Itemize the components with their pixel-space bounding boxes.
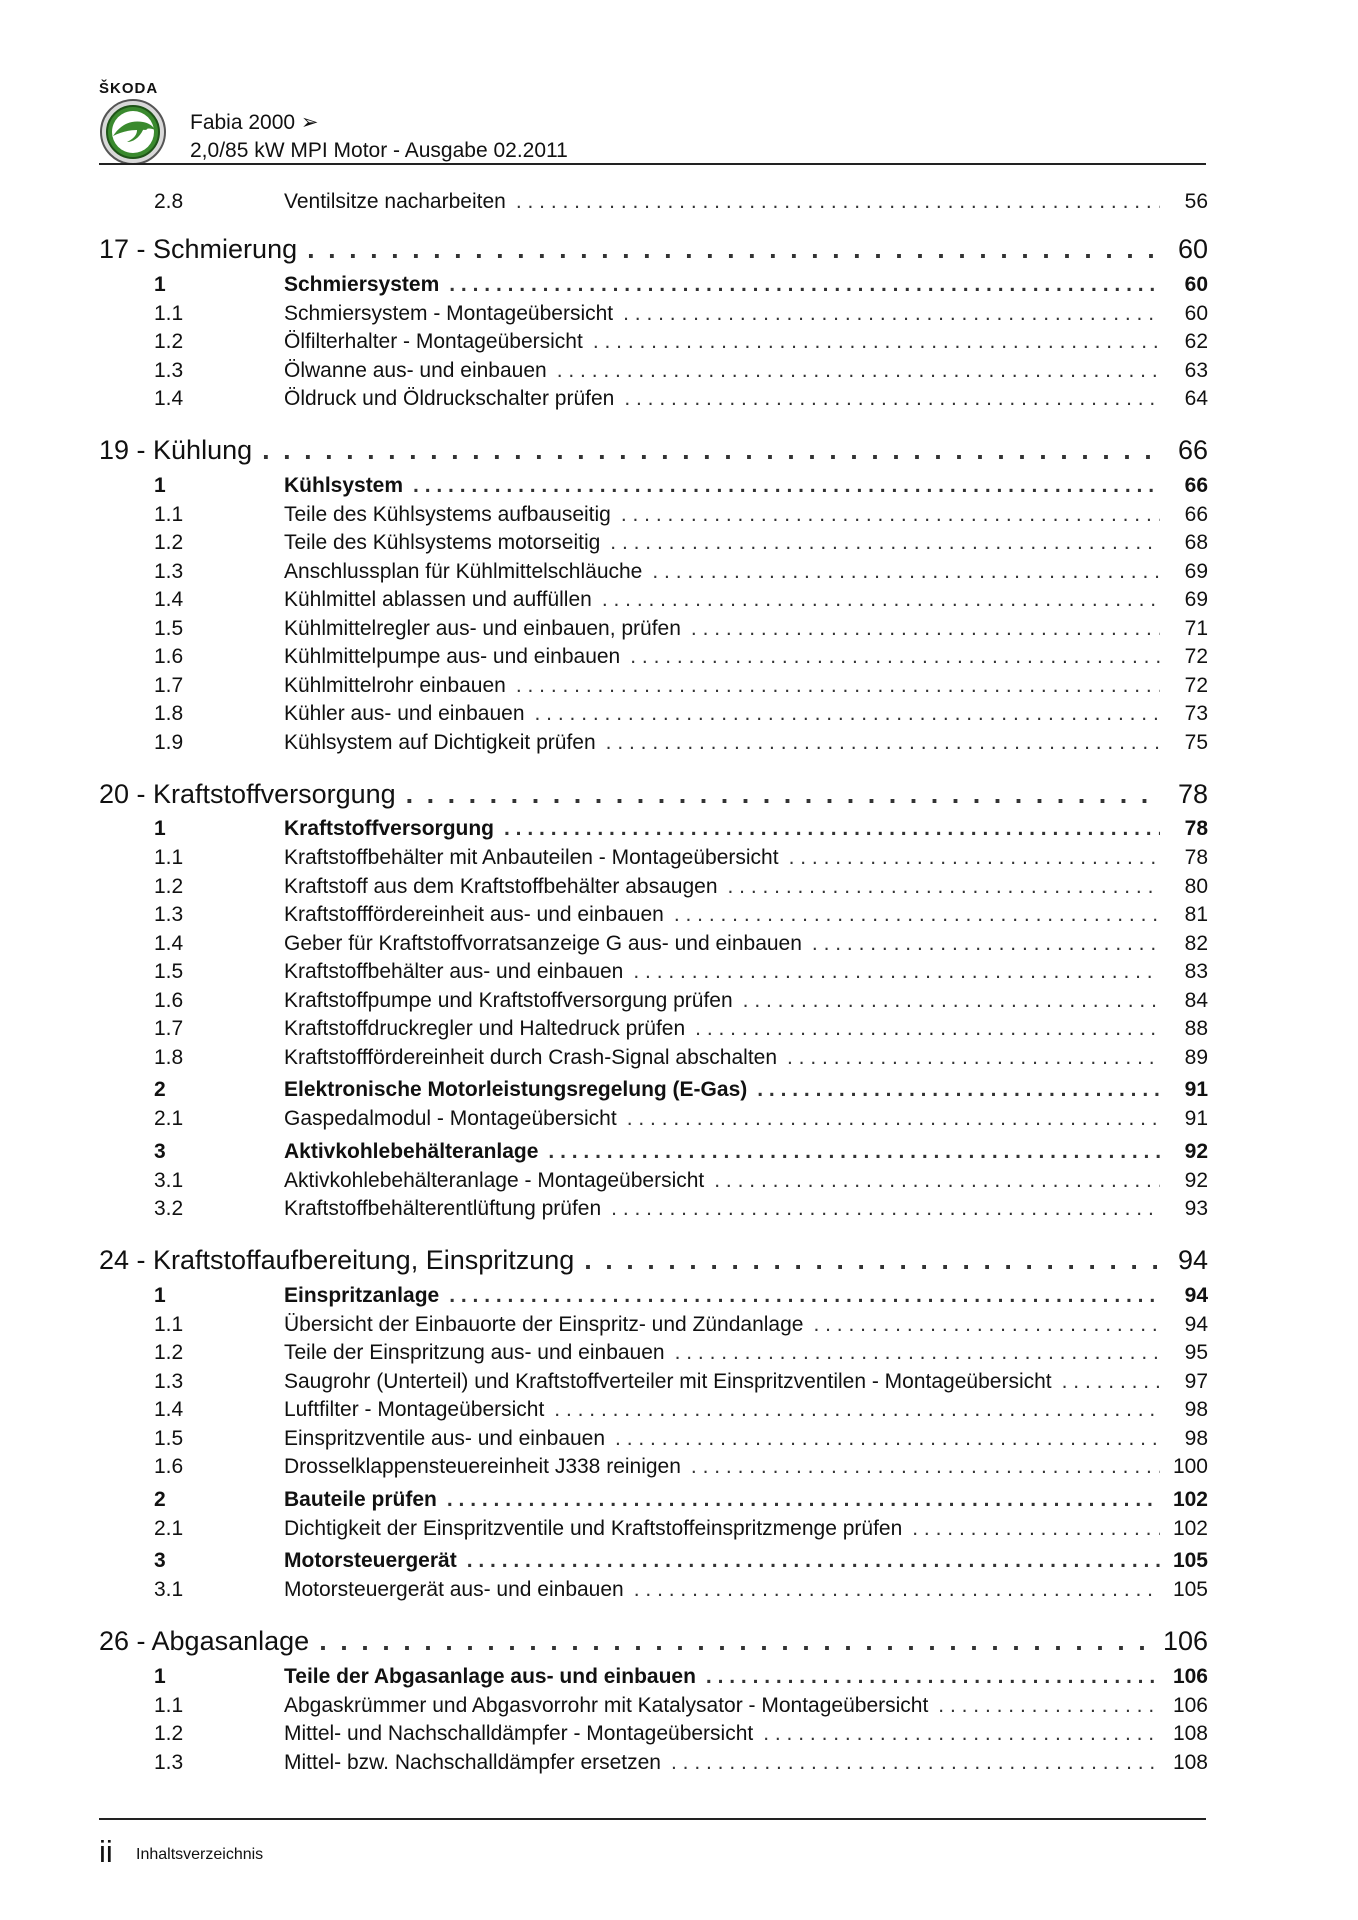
toc-page-number: 56 xyxy=(1184,190,1208,213)
toc-entry[interactable] xyxy=(99,1578,1208,1607)
toc-entry[interactable] xyxy=(99,1341,1208,1370)
dot-leader xyxy=(938,1694,1160,1718)
toc-page-number: 94 xyxy=(1184,1283,1208,1307)
toc-page-number: 81 xyxy=(1184,903,1208,926)
toc-page-number: 66 xyxy=(1177,435,1208,465)
toc-entry-title: Ölwanne aus- und einbauen xyxy=(284,358,547,382)
dot-leader xyxy=(262,435,1160,466)
dot-leader xyxy=(728,875,1161,899)
toc-page-number: 91 xyxy=(1184,1078,1208,1101)
dot-leader xyxy=(633,960,1160,984)
toc-entry-number: 1.1 xyxy=(154,1693,184,1717)
toc-section[interactable] xyxy=(99,474,1208,503)
dot-leader xyxy=(691,1455,1160,1479)
toc-entry-title: Kraftstoffpumpe und Kraftstoffversorgung prüfen xyxy=(284,988,733,1012)
toc-entry-number: 1.6 xyxy=(154,988,184,1012)
dot-leader xyxy=(606,731,1160,755)
dot-leader xyxy=(535,702,1160,726)
toc-entry-number: 1.2 xyxy=(154,874,184,898)
toc-entry-number: 1.8 xyxy=(154,1045,184,1069)
dot-leader xyxy=(467,1549,1160,1573)
dot-leader xyxy=(634,1578,1160,1602)
toc-page-number: 82 xyxy=(1184,931,1208,955)
toc-page-number: 72 xyxy=(1184,673,1208,697)
toc-entry[interactable] xyxy=(99,617,1208,646)
toc-entry[interactable] xyxy=(99,588,1208,617)
toc-entry-title: Anschlussplan für Kühlmittelschläuche xyxy=(284,559,643,583)
toc-entry[interactable] xyxy=(99,1398,1208,1427)
dot-leader xyxy=(554,1398,1160,1422)
toc-entry-title: Kraftstoffbehälter aus- und einbauen xyxy=(284,960,624,983)
toc-page-number: 60 xyxy=(1177,234,1208,264)
dot-leader xyxy=(516,190,1160,214)
toc-page-number: 98 xyxy=(1184,1426,1208,1450)
toc-page-number: 106 xyxy=(1162,1626,1208,1656)
toc-entry[interactable] xyxy=(99,1455,1208,1484)
toc-entry-number: 1.4 xyxy=(154,931,184,955)
toc-entry-number: 1.2 xyxy=(154,330,184,353)
toc-entry[interactable] xyxy=(99,503,1208,532)
dot-leader xyxy=(447,1488,1160,1512)
dot-leader xyxy=(623,302,1160,326)
dot-leader xyxy=(624,387,1160,411)
toc-entry-title: Geber für Kraftstoffvorratsanzeige G aus- und einbauen xyxy=(284,931,802,955)
toc-entry-number: 1.6 xyxy=(154,645,184,668)
toc-entry-number: 1.9 xyxy=(154,730,184,754)
toc-page-number: 71 xyxy=(1184,616,1208,640)
dot-leader xyxy=(787,1046,1160,1070)
toc-page-number: 106 xyxy=(1172,1693,1208,1717)
toc-entry[interactable] xyxy=(99,560,1208,589)
toc-section[interactable] xyxy=(99,273,1208,302)
toc-entry-number: 1.1 xyxy=(154,301,184,325)
toc-entry[interactable] xyxy=(99,846,1208,875)
toc-page-number: 84 xyxy=(1184,988,1208,1012)
dot-leader xyxy=(557,359,1160,383)
toc-page-number: 73 xyxy=(1184,702,1208,725)
toc-entry[interactable] xyxy=(99,989,1208,1018)
toc-entry[interactable] xyxy=(99,302,1208,331)
toc-entry-title: Kraftstofffördereinheit durch Crash-Signal abschalten xyxy=(284,1045,778,1069)
dot-leader xyxy=(1062,1370,1160,1394)
dot-leader xyxy=(406,779,1160,810)
toc-chapter[interactable] xyxy=(99,771,1208,817)
toc-entry-title: 20 - Kraftstoffversorgung xyxy=(99,778,396,809)
toc-entry-number: 1.2 xyxy=(154,1722,184,1745)
toc-entry[interactable] xyxy=(99,359,1208,388)
toc-entry[interactable] xyxy=(99,932,1208,961)
toc-page-number: 88 xyxy=(1184,1017,1208,1040)
toc-entry-number: 1 xyxy=(154,473,166,497)
dot-leader xyxy=(627,1107,1160,1131)
dot-leader xyxy=(706,1665,1160,1689)
toc-entry[interactable] xyxy=(99,1197,1208,1226)
dot-leader xyxy=(652,560,1160,584)
dot-leader xyxy=(812,932,1160,956)
toc-entry-title: Kühlsystem auf Dichtigkeit prüfen xyxy=(284,730,596,754)
toc-entry-number: 2 xyxy=(154,1487,166,1511)
dot-leader xyxy=(757,1078,1160,1102)
toc-entry-title: 19 - Kühlung xyxy=(99,435,253,465)
toc-page-number: 72 xyxy=(1184,645,1208,668)
toc-entry-title: Dichtigkeit der Einspritzventile und Kraftstoffeinspritzmenge prüfen xyxy=(284,1516,903,1540)
toc-entry-number: 1 xyxy=(154,1664,166,1688)
dot-leader xyxy=(912,1517,1160,1541)
toc-chapter[interactable] xyxy=(99,1619,1208,1665)
toc-chapter[interactable] xyxy=(99,1238,1208,1284)
toc-section[interactable] xyxy=(99,1140,1208,1169)
toc-entry[interactable] xyxy=(99,702,1208,731)
toc-entry-title: Mittel- und Nachschalldämpfer - Montageübersicht xyxy=(284,1722,754,1745)
toc-entry-title: 26 - Abgasanlage xyxy=(99,1626,310,1656)
dot-leader xyxy=(695,1017,1160,1041)
toc-page-number: 66 xyxy=(1184,502,1208,526)
toc-page-number: 66 xyxy=(1184,473,1208,497)
toc-page-number: 98 xyxy=(1184,1398,1208,1421)
toc-entry-number: 1.2 xyxy=(154,1341,184,1364)
toc-page-number: 78 xyxy=(1184,817,1208,840)
toc-chapter[interactable] xyxy=(99,428,1208,474)
toc-entry[interactable] xyxy=(99,1517,1208,1546)
toc-page-number: 95 xyxy=(1184,1341,1208,1364)
toc-page-number: 92 xyxy=(1184,1139,1208,1163)
toc-entry-number: 1.5 xyxy=(154,960,184,983)
toc-entry-number: 1.1 xyxy=(154,846,184,869)
toc-entry-title: Motorsteuergerät aus- und einbauen xyxy=(284,1578,624,1601)
toc-entry-title: Kraftstoff aus dem Kraftstoffbehälter absaugen xyxy=(284,874,718,898)
toc-page-number: 106 xyxy=(1172,1664,1208,1688)
toc-entry-title: Kühler aus- und einbauen xyxy=(284,702,525,725)
toc-entry[interactable] xyxy=(99,731,1208,760)
toc-entry-number: 3.1 xyxy=(154,1578,184,1601)
toc-entry[interactable] xyxy=(99,875,1208,904)
toc-entry-title: 17 - Schmierung xyxy=(99,234,298,264)
dot-leader xyxy=(615,1427,1160,1451)
page-number: ii xyxy=(99,1834,113,1869)
toc-page-number: 89 xyxy=(1184,1045,1208,1069)
toc-entry-title: Teile der Einspritzung aus- und einbauen xyxy=(284,1341,665,1364)
toc-entry-number: 1.1 xyxy=(154,1312,184,1336)
toc-entry[interactable] xyxy=(99,1017,1208,1046)
table-of-contents xyxy=(99,190,1208,1779)
dot-leader xyxy=(671,1751,1160,1775)
skoda-logo-icon xyxy=(99,98,167,166)
toc-entry-number: 3 xyxy=(154,1139,166,1163)
dot-leader xyxy=(593,330,1160,354)
toc-entry-title: Aktivkohlebehälteranlage - Montageübersicht xyxy=(284,1168,705,1192)
dot-leader xyxy=(675,1341,1160,1365)
toc-entry-title: Elektronische Motorleistungsregelung (E-Gas) xyxy=(284,1078,748,1101)
toc-page-number: 92 xyxy=(1184,1168,1208,1192)
dot-leader xyxy=(319,1626,1153,1657)
dot-leader xyxy=(449,273,1160,297)
toc-page-number: 102 xyxy=(1172,1516,1208,1540)
toc-page-number: 108 xyxy=(1172,1750,1208,1774)
toc-entry-title: Einspritzventile aus- und einbauen xyxy=(284,1426,606,1450)
toc-entry-number: 1.5 xyxy=(154,616,184,640)
dot-leader xyxy=(602,588,1160,612)
toc-entry-title: Übersicht der Einbauorte der Einspritz- und Zündanlage xyxy=(284,1312,804,1336)
toc-entry-number: 1.2 xyxy=(154,531,184,554)
dot-leader xyxy=(516,674,1160,698)
toc-entry-number: 1.3 xyxy=(154,1750,184,1774)
toc-entry-title: Abgaskrümmer und Abgasvorrohr mit Katalysator - Montageübersicht xyxy=(284,1693,929,1717)
toc-entry-number: 1.7 xyxy=(154,1017,184,1040)
toc-entry-title: Kraftstoffdruckregler und Haltedruck prüfen xyxy=(284,1017,686,1040)
toc-section[interactable] xyxy=(99,1665,1208,1694)
toc-entry[interactable] xyxy=(99,1313,1208,1342)
toc-entry[interactable] xyxy=(99,1427,1208,1456)
toc-entry[interactable] xyxy=(99,387,1208,416)
toc-entry-title: Gaspedalmodul - Montageübersicht xyxy=(284,1107,617,1130)
dot-leader xyxy=(504,817,1160,841)
toc-entry[interactable] xyxy=(99,1169,1208,1198)
toc-entry-title: Kraftstofffördereinheit aus- und einbauen xyxy=(284,903,664,926)
toc-entry-number: 1.7 xyxy=(154,673,184,697)
dot-leader xyxy=(413,474,1160,498)
toc-page-number: 78 xyxy=(1184,846,1208,869)
toc-entry-number: 1.4 xyxy=(154,387,184,410)
brand-wordmark: ŠKODA xyxy=(99,80,159,97)
toc-section[interactable] xyxy=(99,817,1208,846)
dot-leader xyxy=(630,645,1160,669)
toc-entry-title: Saugrohr (Unterteil) und Kraftstoffverteiler mit Einspritzventilen - Montageübersicht xyxy=(284,1369,1052,1393)
toc-page-number: 63 xyxy=(1184,358,1208,382)
toc-page-number: 94 xyxy=(1177,1245,1208,1275)
dot-leader xyxy=(789,846,1160,870)
toc-entry-title: Kühlmittelpumpe aus- und einbauen xyxy=(284,645,621,668)
toc-entry-title: Teile des Kühlsystems motorseitig xyxy=(284,531,601,554)
document-title: Fabia 2000 ➢ xyxy=(190,111,319,134)
toc-page-number: 83 xyxy=(1184,960,1208,983)
dot-leader xyxy=(307,234,1160,265)
toc-entry-number: 2.1 xyxy=(154,1516,184,1540)
toc-entry-title: Ventilsitze nacharbeiten xyxy=(284,190,506,213)
toc-entry[interactable] xyxy=(99,531,1208,560)
toc-entry[interactable] xyxy=(99,1751,1208,1780)
toc-page-number: 64 xyxy=(1184,387,1208,410)
toc-entry-number: 1.3 xyxy=(154,1369,184,1393)
toc-entry-title: Schmiersystem - Montageübersicht xyxy=(284,301,614,325)
document-subtitle: 2,0/85 kW MPI Motor - Ausgabe 02.2011 xyxy=(190,139,568,162)
toc-entry-number: 1.1 xyxy=(154,502,184,526)
toc-section[interactable] xyxy=(99,1488,1208,1517)
toc-page-number: 80 xyxy=(1184,874,1208,898)
toc-entry-title: Kraftstoffbehälter mit Anbauteilen - Montageübersicht xyxy=(284,846,779,869)
toc-page-number: 108 xyxy=(1172,1722,1208,1745)
toc-page-number: 68 xyxy=(1184,531,1208,554)
toc-entry-number: 1.3 xyxy=(154,903,184,926)
dot-leader xyxy=(548,1140,1160,1164)
toc-entry[interactable] xyxy=(99,1370,1208,1399)
toc-page-number: 93 xyxy=(1184,1197,1208,1220)
toc-entry[interactable] xyxy=(99,190,1208,219)
toc-page-number: 100 xyxy=(1172,1455,1208,1478)
toc-entry-title: Kühlmittel ablassen und auffüllen xyxy=(284,588,592,611)
toc-entry-number: 1.6 xyxy=(154,1455,184,1478)
toc-entry[interactable] xyxy=(99,903,1208,932)
toc-entry-title: Drosselklappensteuereinheit J338 reinigen xyxy=(284,1455,681,1478)
dot-leader xyxy=(621,503,1160,527)
toc-entry-number: 1 xyxy=(154,272,166,296)
toc-entry[interactable] xyxy=(99,1722,1208,1751)
toc-entry-title: Luftfilter - Montageübersicht xyxy=(284,1398,545,1421)
toc-entry-number: 1.8 xyxy=(154,702,184,725)
toc-entry-title: Ölfilterhalter - Montageübersicht xyxy=(284,330,583,353)
toc-page-number: 69 xyxy=(1184,559,1208,583)
toc-entry-title: Teile des Kühlsystems aufbauseitig xyxy=(284,502,611,526)
toc-entry-number: 2.8 xyxy=(154,190,184,213)
toc-page-number: 60 xyxy=(1184,301,1208,325)
toc-entry-number: 1.3 xyxy=(154,559,184,583)
dot-leader xyxy=(584,1245,1160,1276)
toc-entry-number: 1.5 xyxy=(154,1426,184,1450)
header-divider xyxy=(99,163,1206,165)
toc-entry-title: Öldruck und Öldruckschalter prüfen xyxy=(284,387,615,410)
toc-entry-number: 1.4 xyxy=(154,588,184,611)
toc-entry-title: Mittel- bzw. Nachschalldämpfer ersetzen xyxy=(284,1750,661,1774)
toc-entry-number: 1.3 xyxy=(154,358,184,382)
dot-leader xyxy=(610,531,1160,555)
toc-entry-title: 24 - Kraftstoffaufbereitung, Einspritzung xyxy=(99,1245,575,1275)
toc-entry-number: 3.1 xyxy=(154,1168,184,1192)
toc-entry-number: 3 xyxy=(154,1549,166,1572)
toc-entry-title: Bauteile prüfen xyxy=(284,1487,437,1511)
toc-page-number: 105 xyxy=(1172,1549,1208,1572)
toc-page-number: 105 xyxy=(1172,1578,1208,1601)
footer-divider xyxy=(99,1818,1206,1820)
toc-entry[interactable] xyxy=(99,674,1208,703)
toc-entry[interactable] xyxy=(99,960,1208,989)
toc-page-number: 62 xyxy=(1184,330,1208,353)
toc-page-number: 94 xyxy=(1184,1312,1208,1336)
toc-entry-number: 3.2 xyxy=(154,1197,184,1220)
toc-entry-title: Kühlsystem xyxy=(284,473,404,497)
toc-section[interactable] xyxy=(99,1284,1208,1313)
dot-leader xyxy=(691,617,1160,641)
toc-section[interactable] xyxy=(99,1549,1208,1578)
toc-entry-number: 2.1 xyxy=(154,1107,184,1130)
toc-entry-number: 1.4 xyxy=(154,1398,184,1421)
toc-entry-title: Kühlmittelregler aus- und einbauen, prüfen xyxy=(284,616,681,640)
toc-page-number: 91 xyxy=(1184,1107,1208,1130)
toc-page-number: 75 xyxy=(1184,730,1208,754)
dot-leader xyxy=(611,1197,1160,1221)
toc-entry[interactable] xyxy=(99,1107,1208,1136)
dot-leader xyxy=(714,1169,1160,1193)
toc-entry-title: Aktivkohlebehälteranlage xyxy=(284,1139,539,1163)
dot-leader xyxy=(743,989,1160,1013)
dot-leader xyxy=(449,1284,1160,1308)
toc-entry[interactable] xyxy=(99,645,1208,674)
toc-page-number: 102 xyxy=(1172,1487,1208,1511)
toc-entry-title: Teile der Abgasanlage aus- und einbauen xyxy=(284,1664,696,1688)
toc-page-number: 97 xyxy=(1184,1369,1208,1393)
toc-entry-title: Kraftstoffversorgung xyxy=(284,817,495,840)
toc-entry-title: Kühlmittelrohr einbauen xyxy=(284,673,506,697)
toc-page-number: 69 xyxy=(1184,588,1208,611)
toc-entry-title: Motorsteuergerät xyxy=(284,1549,457,1572)
dot-leader xyxy=(763,1722,1160,1746)
toc-entry-number: 1 xyxy=(154,1283,166,1307)
toc-entry[interactable] xyxy=(99,1694,1208,1723)
toc-entry-title: Einspritzanlage xyxy=(284,1283,440,1307)
toc-entry[interactable] xyxy=(99,330,1208,359)
toc-page-number: 60 xyxy=(1184,272,1208,296)
toc-entry-number: 2 xyxy=(154,1078,166,1101)
footer-label: Inhaltsverzeichnis xyxy=(136,1846,264,1863)
toc-entry[interactable] xyxy=(99,1046,1208,1075)
toc-section[interactable] xyxy=(99,1078,1208,1107)
toc-entry-title: Schmiersystem xyxy=(284,272,440,296)
toc-entry-title: Kraftstoffbehälterentlüftung prüfen xyxy=(284,1197,602,1220)
toc-chapter[interactable] xyxy=(99,227,1208,273)
toc-entry-number: 1 xyxy=(154,817,166,840)
dot-leader xyxy=(813,1313,1160,1337)
toc-page-number: 78 xyxy=(1177,778,1208,809)
dot-leader xyxy=(674,903,1160,927)
